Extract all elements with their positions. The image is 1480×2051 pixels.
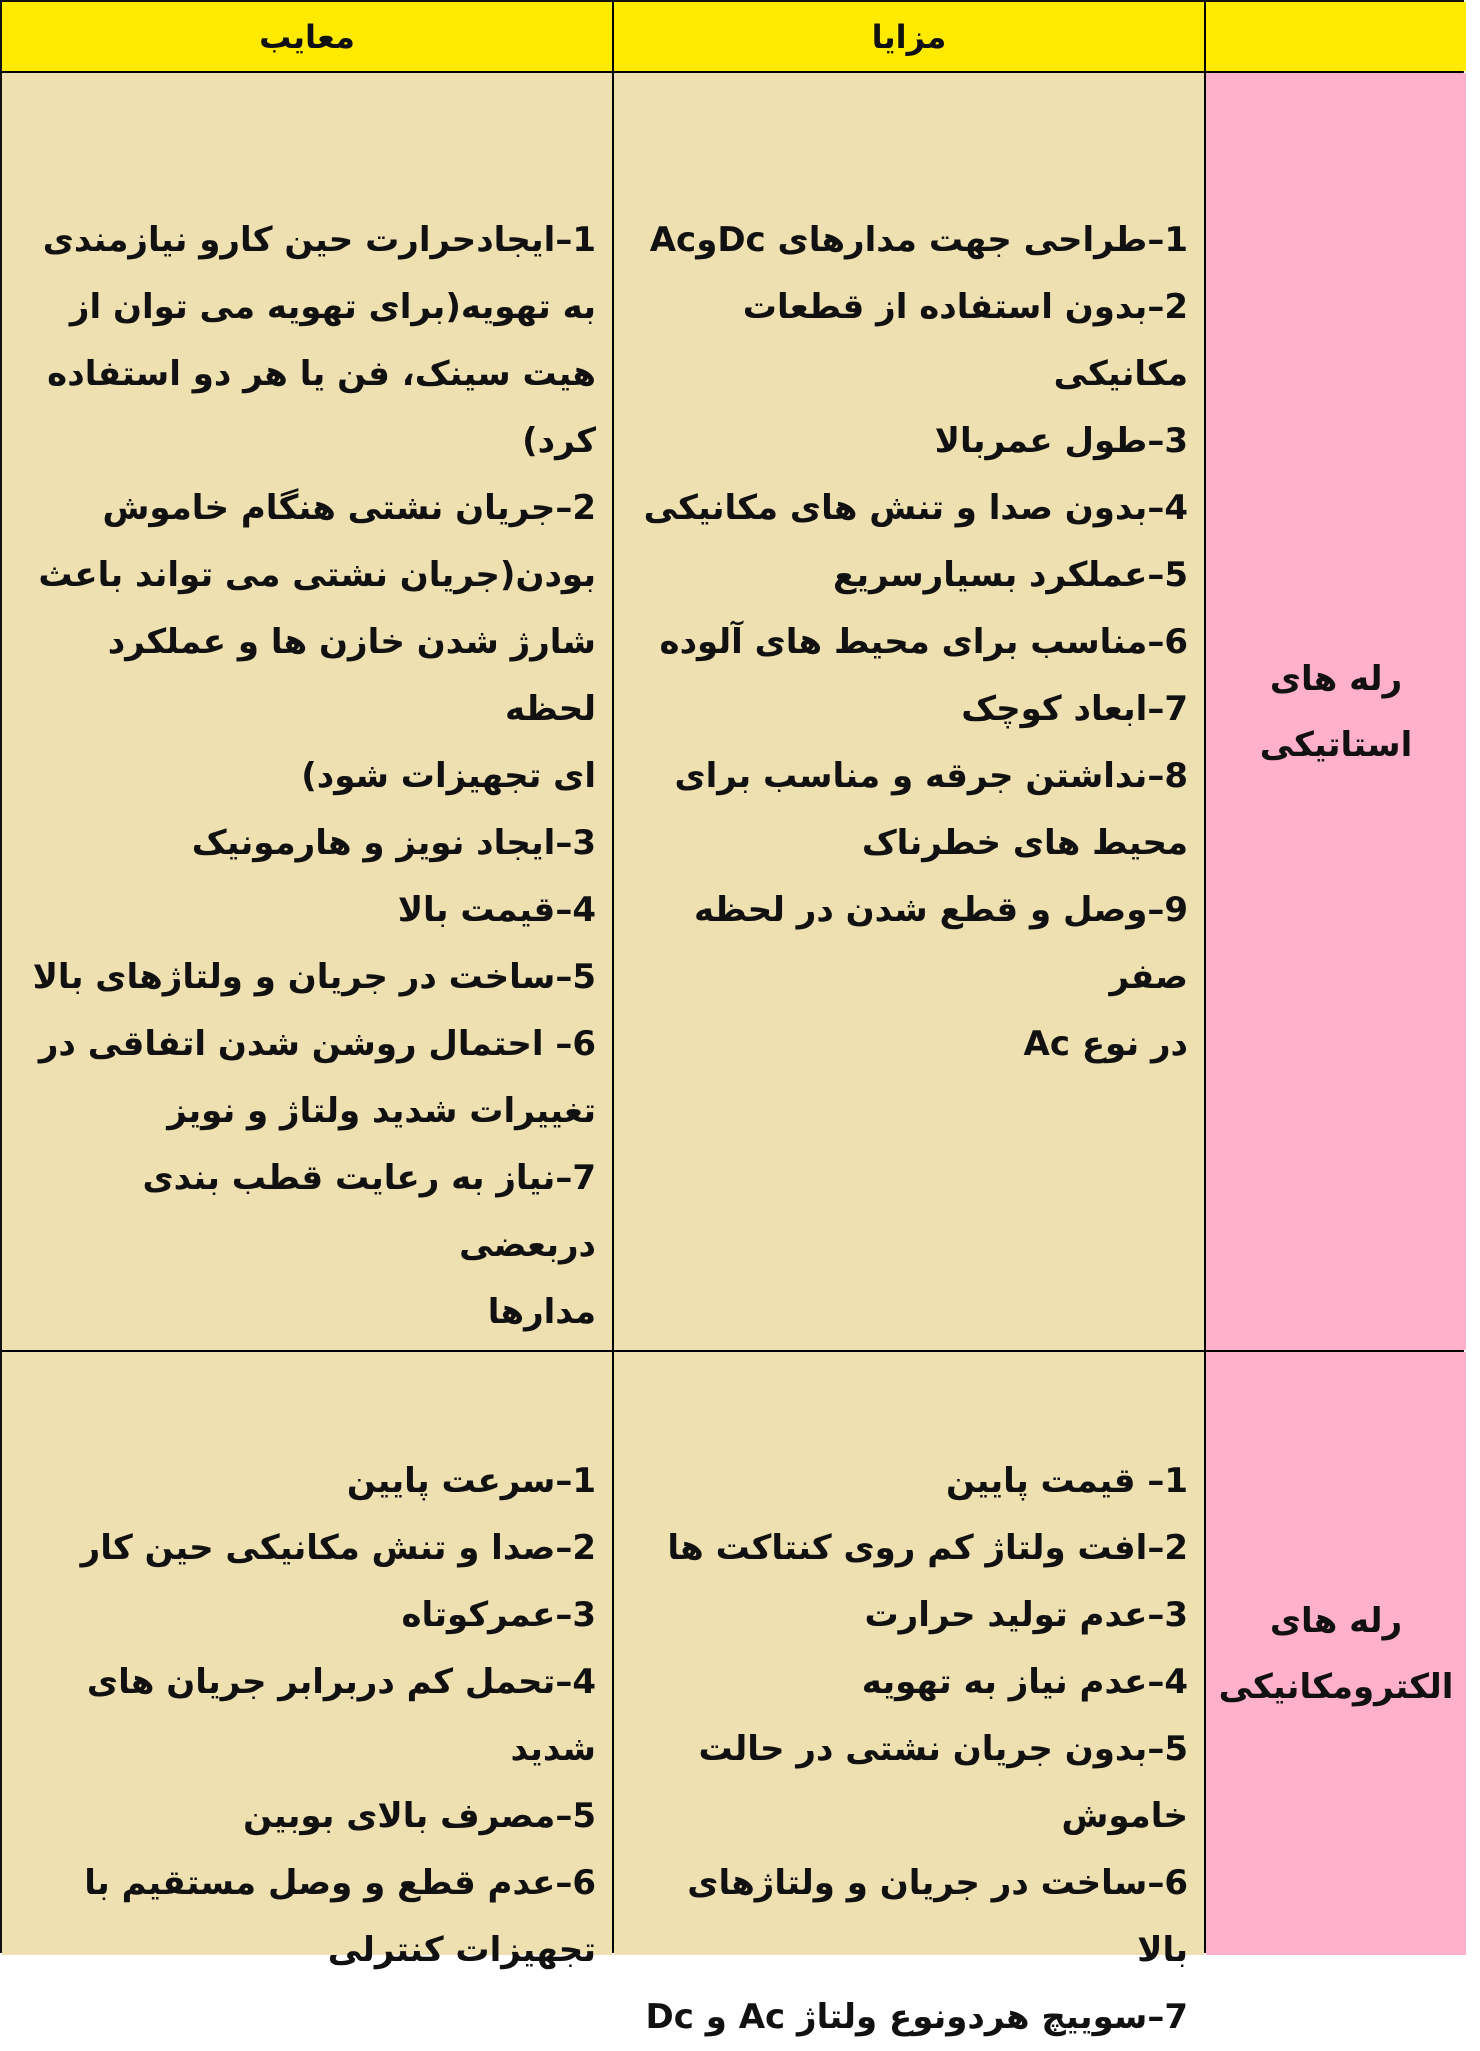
- advantages-list: [626, 73, 1188, 1078]
- list-item: 1–طراحی جهت مدارهای DcوAc: [649, 220, 1188, 260]
- list-item: 2–صدا و تنش مکانیکی حین کار: [80, 1528, 596, 1568]
- static-relay-disadvantages: [2, 73, 612, 1350]
- list-item: 5–بدون جریان نشتی در حالت: [698, 1729, 1188, 1769]
- list-item: 3–عمرکوتاه: [401, 1595, 596, 1635]
- list-item: 6–ساخت در جریان و ولتاژهای بالا: [687, 1863, 1188, 1970]
- row-title-line2: الکترومکانیکی: [1218, 1666, 1454, 1707]
- list-item: 3–طول عمربالا: [934, 421, 1188, 461]
- list-item: 6–مناسب برای محیط های آلوده: [659, 622, 1188, 662]
- list-item: 5–مصرف بالای بوبین: [243, 1796, 596, 1836]
- advantages-list: [626, 1352, 1188, 2051]
- header-advantages: مزایا: [614, 2, 1204, 71]
- list-item: به تهویه(برای تهویه می توان از: [69, 287, 596, 327]
- list-item: شارژ شدن خازن ها و عملکرد لحظه: [107, 622, 596, 729]
- list-item: در نوع Ac: [1023, 1024, 1188, 1064]
- list-item: 8–نداشتن جرقه و مناسب برای: [674, 756, 1188, 796]
- list-item: خاموش: [1061, 1796, 1188, 1836]
- list-item: 5–عملکرد بسیارسریع: [833, 555, 1188, 595]
- list-item: 2–افت ولتاژ کم روی کنتاکت ها: [667, 1528, 1188, 1568]
- electromechanical-relay-disadvantages: [2, 1352, 612, 1970]
- list-item: 7–ابعاد کوچک: [961, 689, 1188, 729]
- list-item: 4–قیمت بالا: [397, 890, 596, 930]
- list-item: 2–بدون استفاده از قطعات: [742, 287, 1188, 327]
- row-title-static-relay: [1206, 73, 1466, 1350]
- list-item: محیط های خطرناک: [861, 823, 1188, 863]
- list-item: 4–عدم نیاز به تهویه: [861, 1662, 1188, 1702]
- list-item: 3–ایجاد نویز و هارمونیک: [191, 823, 596, 863]
- list-item: 7–نیاز به رعایت قطب بندی دربعضی: [142, 1158, 596, 1265]
- row-title-line1: رله های: [1269, 658, 1403, 699]
- list-item: 2–جریان نشتی هنگام خاموش: [102, 488, 596, 528]
- list-item: ای تجهیزات شود): [301, 756, 596, 796]
- list-item: مکانیکی: [1053, 354, 1188, 394]
- list-item: 1–سرعت پایین: [346, 1461, 596, 1501]
- row-title-electromechanical-relay: [1206, 1352, 1466, 1955]
- list-item: 4–تحمل کم دربرابر جریان های: [86, 1662, 596, 1702]
- list-item: هیت سینک، فن یا هر دو استفاده: [47, 354, 596, 394]
- row-title-line2: استاتیکی: [1259, 724, 1413, 765]
- list-item: 6–عدم قطع و وصل مستقیم با: [84, 1863, 596, 1903]
- list-item: تجهیزات کنترلی: [327, 1930, 596, 1970]
- list-item: 1– قیمت پایین: [945, 1461, 1188, 1501]
- disadvantages-list: [14, 1352, 596, 1984]
- header-type: [1206, 2, 1466, 71]
- list-item: مدارها: [487, 1292, 596, 1332]
- header-disadvantages: معایب: [2, 2, 612, 71]
- list-item: 3–عدم تولید حرارت: [864, 1595, 1188, 1635]
- list-item: 7–سوییچ هردونوع ولتاژ Ac و Dc: [645, 1997, 1188, 2037]
- list-item: شدید: [510, 1729, 596, 1769]
- static-relay-advantages: [614, 73, 1204, 1350]
- list-item: 5–ساخت در جریان و ولتاژهای بالا: [32, 957, 596, 997]
- row-title-line1: رله های: [1269, 1600, 1403, 1641]
- list-item: بودن(جریان نشتی می تواند باعث: [38, 555, 596, 595]
- list-item: کرد): [522, 421, 596, 461]
- list-item: تغییرات شدید ولتاژ و نویز: [167, 1091, 596, 1131]
- list-item: 9–وصل و قطع شدن در لحظه صفر: [693, 890, 1188, 997]
- list-item: 1–ایجادحرارت حین کارو نیازمندی: [42, 220, 596, 260]
- list-item: 6– احتمال روشن شدن اتفاقی در: [38, 1024, 596, 1064]
- electromechanical-relay-advantages: [614, 1352, 1204, 2037]
- list-item: 4–بدون صدا و تنش های مکانیکی: [643, 488, 1188, 528]
